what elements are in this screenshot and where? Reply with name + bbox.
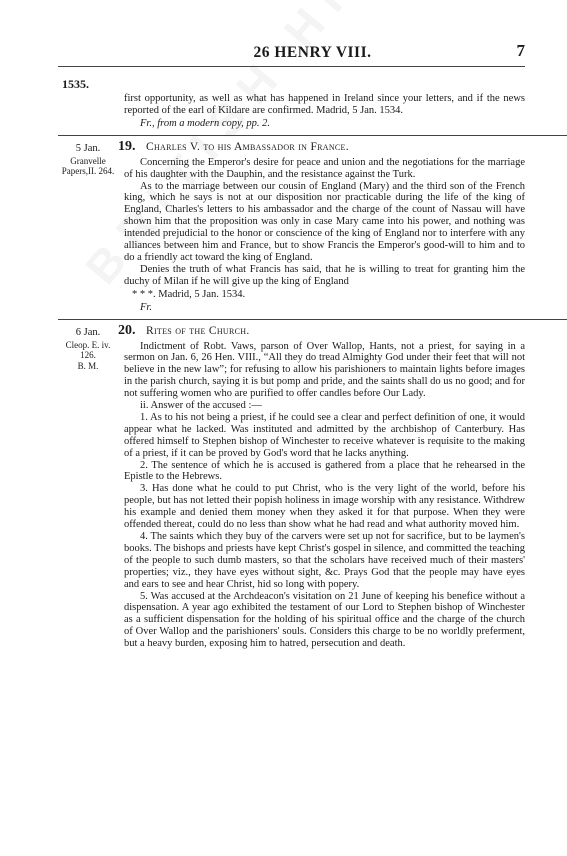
running-title: 26 HENRY VIII. [253,44,372,61]
header-rule [58,66,525,67]
entry-19 [61,138,525,314]
page-header [100,41,525,64]
entry-19-reference: Granvelle Papers,II. 264. [61,155,115,177]
entry-20-point: 4. The saints which they buy of the carvers were set up not for sacrifice, but to be laymen's books. The bishops and priests have kept Christ's gospel in silence, and committed the teaching of the people to such dumb masters, so that the scholars have received much of their masters' properties; viz., they have eyes without sight, &c. Prays God that the people may have eyes and ears to see and hear Christ, hid so long with popery. [124,531,525,590]
entry-19-date: 5 Jan. [75,142,101,154]
entry-20-answer-heading: ii. Answer of the accused :— [140,400,262,412]
entry-separator [58,135,567,136]
entry-19-title: Charles V. to his Ambassador in France. [146,140,349,153]
entry-20-point: 3. Has done what he could to put Christ, who is the very light of the world, before his people, but has not letted their popish holiness in image worship with any resistance. Withdrew his example and denied them money when they asked it for that purpose. When they were offended thereat, could do no less than show what he had read and what authority moved him. [124,483,525,531]
margin-year: 1535. [62,77,89,91]
entry-20-number: 20. [118,322,136,338]
entry-19-source: Fr. [140,301,152,313]
entry-19-paragraph: Denies the truth of what Francis has said, that he is willing to treat for granting him the duchy of Milan if he will give up the king of England [124,263,525,287]
entry-19-number: 19. [118,138,136,154]
entry-20-point: 5. Was accused at the Archdeacon's visitation on 21 June of keeping his benefice without a dispensation. A year ago exhibited the testament of our Lord to Stephen bishop of Winchester as a sufficient dispensation for the holding of his spiritual office and the charge of the church of Over Wallop and the parishioners' souls. Considers this charge to be no worldly preferment, but a heavy burden, exposing him to hatred, persecution and death. [124,590,525,650]
entry-19-heading [75,138,525,157]
entry-20-heading [75,322,525,341]
entry-20-date: 6 Jan. [75,326,101,338]
entry-19-summary: Concerning the Emperor's desire for peace and union and the negotiations for the marriage of his daughter with the Dauphin, and the resistance against the Turk. [124,156,525,180]
continuation-text: first opportunity, as well as what has happened in Ireland since your letters, and if the news reported of the earl of Kildare are confirmed. Madrid, 5 Jan. 1534. [124,93,525,116]
entry-20-point: 1. As to his not being a priest, if he could see a clear and perfect definition of one, it would appear what he lacked. Was instituted and admitted by the archbishop of Canterbury. Has offered himself to Stephen bishop of Winchester to receive whatever is requisite to the making of a priest, if it can be proved by God's word that he lacks anything. [124,411,525,459]
entry-20 [65,322,525,651]
entry-19-closing: * * *. Madrid, 5 Jan. 1534. [132,288,246,300]
page-number: 7 [516,41,525,60]
entry-20-indictment: Indictment of Robt. Vaws, parson of Over Wallop, Hants, not a priest, for saying in a sermon on Jan. 6, 26 Hen. VIII., “All they do tread Almighty God under their feet that will not believe in the new law”; for refusing to allow his parishioners to maintain lights before images in the parish church, saying it is but pomp and pride, and the saints shall do us no good; and for not suffering women who are purified to offer candles before Our Lady. [124,340,525,400]
entry-20-point: 2. The sentence of which he is accused is gathered from a place that he rehearsed in the Epistle to the Hebrews. [124,459,525,483]
page-body [61,93,525,650]
entry-20-title: Rites of the Church. [146,324,250,337]
entry-separator [58,319,567,320]
continuation-source: Fr., from a modern copy, pp. 2. [140,117,270,129]
entry-20-reference: Cleop. E. iv. 126. B. M. [65,339,111,371]
entry-19-paragraph: As to the marriage between our cousin of England (Mary) and the third son of the French king, which he says is not at our disposition nor practicable during the life of the king of England, Charles's letters to his ambassador and the charge of the count of Nassau will have shown him that the proposition was only in case Mary came into his power, and nothing was intended prejudicial to the honor or conscience of the king of England nor to interfere with any alliances between him and France, but to show Francis the Emperor's good-will to him and to do a friendly act toward the king of England. [124,180,525,263]
